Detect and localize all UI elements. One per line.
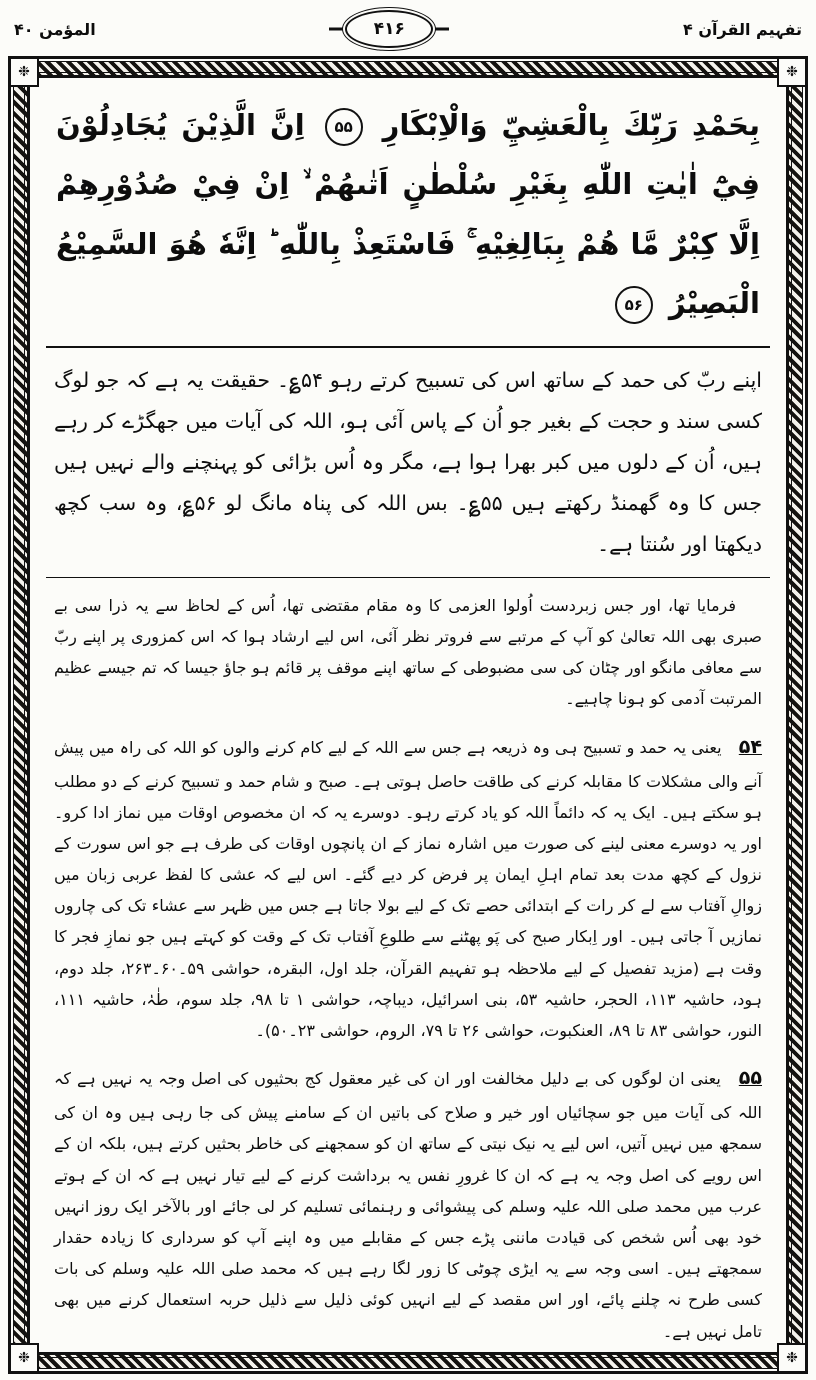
quran-segment-1: بِحَمْدِ رَبِّكَ بِالْعَشِيِّ وَالْاِبْكَارِ	[382, 108, 760, 142]
footnote-54-number: ۵۴	[738, 735, 762, 758]
footnotes-section	[52, 590, 764, 1347]
footnote-continuation: فرمایا تھا، اور جس زبردست اُولوا العزمی کا وہ مقام مقتضی تھا، اُس کے لحاظ سے یہ ذرا سی بے صبری بھی اللہ تعالیٰ کو آپ کے مرتبے سے فروتر نظر آئی، اس لیے ارشاد ہوا کہ اس کمزوری پر اپنے ربّ سے معافی مانگو اور چٹان کی سی مضبوطی کے ساتھ اپنے موقف پر قائم ہو جاؤ جیسا کہ تم جیسے عظیم المرتبت آدمی کو ہونا چاہیے۔	[54, 595, 762, 709]
verse-56-marker: ۵۶	[615, 286, 653, 324]
corner-ornament-icon: ❉	[777, 57, 807, 87]
footnote-54	[54, 729, 762, 1047]
frame-pattern-band	[13, 61, 803, 1369]
footnote-55	[54, 1060, 762, 1347]
quran-segment-2: اِنَّ الَّذِيْنَ يُجَادِلُوْنَ فِيْٓ اٰيٰتِ اللّٰهِ بِغَيْرِ سُلْطٰنٍ اَتٰىهُمْ ۙ اِنْ فِيْ صُدُوْرِهِمْ اِلَّا كِبْرٌ مَّا هُمْ بِبَالِغِيْهِ ۚ فَاسْتَعِذْ بِاللّٰهِ ؕ اِنَّهٗ هُوَ السَّمِيْعُ الْبَصِيْرُ	[56, 108, 760, 321]
divider-quran-translation	[46, 346, 770, 348]
page-content	[27, 75, 789, 1355]
corner-ornament-icon: ❉	[777, 1343, 807, 1373]
surah-title: المؤمن ۴۰	[14, 19, 96, 39]
footnote-55-number: ۵۵	[738, 1067, 762, 1090]
corner-ornament-icon: ❉	[9, 57, 39, 87]
urdu-translation: اپنے ربّ کی حمد کے ساتھ اس کی تسبیح کرتے رہو ۵۴؏۔ حقیقت یہ ہے کہ جو لوگ کسی سند و حجت کے بغیر جو اُن کے پاس آئی ہو، اللہ کی آیات میں جھگڑے کر رہے ہیں، اُن کے دلوں میں کبر بھرا ہوا ہے، مگر وہ اُس بڑائی کو پہنچنے والے نہیں ہیں جس کا وہ گھمنڈ رکھتے ہیں ۵۵؏۔ بس اللہ کی پناہ مانگ لو ۵۶؏، وہ سب کچھ دیکھتا اور سُنتا ہے۔	[54, 367, 762, 556]
footnote-54-text: یعنی یہ حمد و تسبیح ہی وہ ذریعہ ہے جس سے اللہ کے لیے کام کرنے والوں کو اللہ کی راہ میں پیش آنے والی مشکلات کا مقابلہ کرنے کی طاقت حاصل ہوتی ہے۔ صبح و شام حمد و تسبیح کرنے کے دو مطلب ہو سکتے ہیں۔ ایک یہ کہ دائماً اللہ کو یاد کرتے رہو۔ دوسرے یہ کہ ان مخصوص اوقات میں نماز ادا کرو۔ اور یہ دوسرے معنی لینے کی صورت میں اشارہ نماز کے ان پانچوں اوقات کی طرف ہے جو اس سورت کے نزول کے کچھ مدت بعد تمام اہلِ ایمان پر فرض کر دیے گئے۔ اس لیے کہ عشی کا لفظ عربی زبان میں زوالِ آفتاب سے لے کر رات کے ابتدائی حصے تک کے لیے بولا جاتا ہے جس میں ظہر سے عشاء تک کی چاروں نمازیں آ جاتی ہیں۔ اور اِبکار صبح کی پَو پھٹنے سے طلوعِ آفتاب تک کے وقت کو کہتے ہیں جو نمازِ فجر کا وقت ہے (مزید تفصیل کے لیے ملاحظہ ہو تفہیم القرآن، جلد اول، البقرہ، حواشی ۵۹۔۶۰۔۲۶۳، جلد دوم، ہود، حاشیہ ۱۱۳، الحجر، حاشیہ ۵۳، بنی اسرائیل، دیباچہ، حواشی ۱ تا ۹۸، جلد سوم، طٰہٰ، حاشیہ ۱۱۱، النور، حواشی ۸۳ تا ۸۹، العنکبوت، حواشی ۲۶ تا ۷۹، الروم، حواشی ۲۳۔۵۰)۔	[54, 737, 763, 1041]
page-number-medallion	[345, 10, 433, 48]
quran-text-block	[56, 96, 760, 334]
divider-translation-footnotes	[46, 577, 770, 578]
footnote-55-text: یعنی ان لوگوں کی بے دلیل مخالفت اور ان کی غیر معقول کج بحثیوں کی اصل وجہ یہ نہیں ہے کہ اللہ کی آیات میں جو سچائیاں اور خیر و صلاح کی باتیں ان کے سامنے پیش کی جا رہی ہیں وہ ان کی سمجھ میں نہیں آتیں، اس لیے یہ نیک نیتی کے ساتھ ان کو سمجھنے کی خاطر بحثیں کرتے ہیں، بلکہ ان کے اس رویے کی اصل وجہ یہ ہے کہ ان کا غرورِ نفس یہ برداشت کرنے کے لیے تیار نہیں ہے کہ ان کے ہوتے عرب میں محمد صلی اللہ علیہ وسلم کی پیشوائی و رہنمائی تسلیم کر لی جائے اور بالآخر ایک روز انہیں خود بھی اُس شخص کی قیادت ماننی پڑے جس کے مقابلے میں وہ اپنے آپ کو سرداری کا زیادہ حقدار سمجھتے ہیں۔ اسی وجہ سے یہ ایڑی چوٹی کا زور لگا رہے ہیں کہ محمد صلی اللہ علیہ وسلم کی بات کسی طرح نہ چلنے پائے، اور اس مقصد کے لیے انہیں کوئی ذلیل سے ذلیل حربہ استعمال کرنے میں بھی تامل نہیں ہے۔	[54, 1069, 762, 1341]
page-number: ۴۱۶	[373, 19, 405, 39]
corner-ornament-icon: ❉	[9, 1343, 39, 1373]
verse-55-marker: ۵۵	[325, 108, 363, 146]
book-title: تفہیم القرآن ۴	[683, 19, 802, 39]
page-header	[14, 6, 802, 52]
ornamental-frame	[8, 56, 808, 1374]
